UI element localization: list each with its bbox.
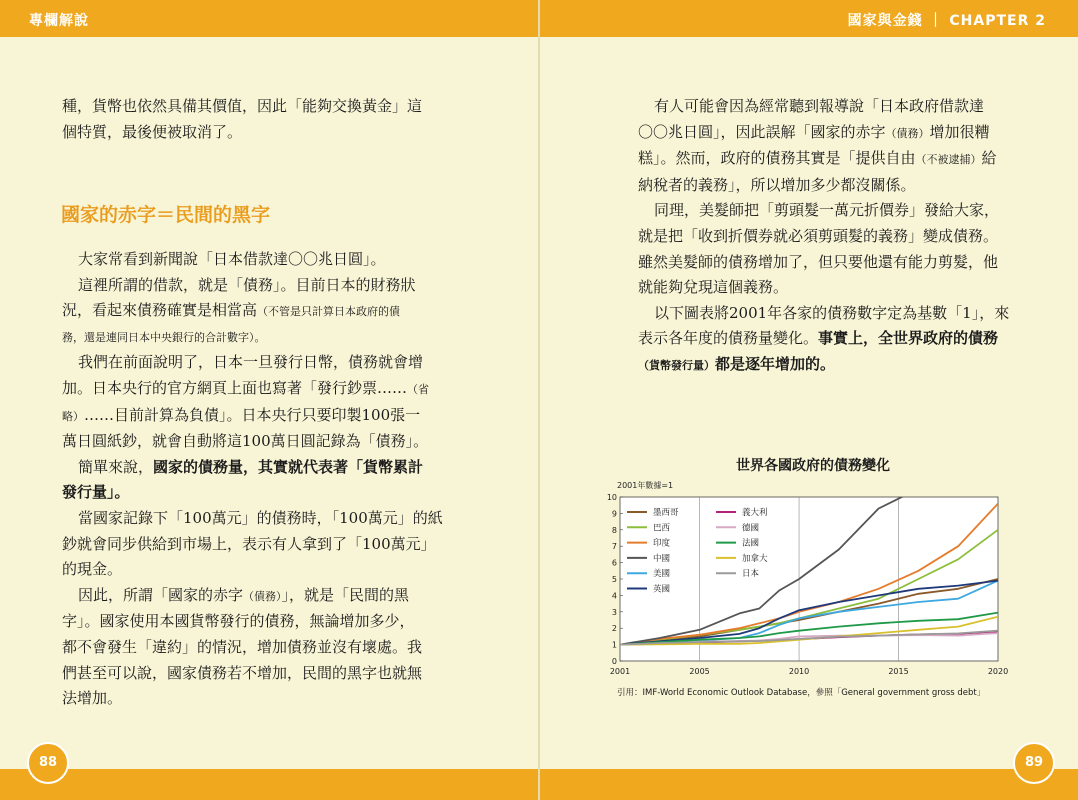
right-footer-bar xyxy=(540,769,1078,800)
x-tick-label: 2001 xyxy=(609,667,631,676)
text-line: 鈔就會同步供給到市場上，表示有人拿到了「100萬元」 xyxy=(62,534,436,553)
y-tick-label: 1 xyxy=(611,640,617,650)
text-line: 萬日圓紙鈔，就會自動將這100萬日圓記錄為「債務」。 xyxy=(62,432,429,451)
legend-label: 印度 xyxy=(653,538,671,549)
text-span: 」，就是「民間的黑 xyxy=(281,585,410,604)
y-tick-label: 3 xyxy=(611,607,617,617)
text-line xyxy=(638,120,1009,147)
right-header-bar xyxy=(540,0,1078,37)
legend-label: 日本 xyxy=(742,569,760,580)
legend-label: 墨西哥 xyxy=(653,508,679,518)
emphasis-line: 發行量」。 xyxy=(62,483,130,502)
y-tick-label: 8 xyxy=(611,525,617,535)
text-span: 因此，所謂「國家的赤字 xyxy=(78,585,244,604)
y-tick-label: 6 xyxy=(611,558,617,568)
text-span: 表示各年度的債務量變化。 xyxy=(638,329,819,348)
text-line xyxy=(638,146,1009,173)
page-number-right: 89 xyxy=(1013,742,1055,784)
emphasis-span: 都是逐年增加的。 xyxy=(715,354,836,373)
note-span: （債務） xyxy=(243,589,282,603)
left-header-bar xyxy=(0,0,538,37)
text-line: 以下圖表將2001年各家的債務數字定為基數「1」，來 xyxy=(654,303,1010,322)
legend-label: 法國 xyxy=(742,538,760,549)
left-body xyxy=(62,247,443,712)
y-tick-label: 9 xyxy=(611,509,617,519)
text-span: 給 xyxy=(981,149,997,168)
text-line: 的現金。 xyxy=(62,560,123,579)
x-tick-label: 2005 xyxy=(689,667,710,676)
text-span: 況，看起來債務確實是相當高 xyxy=(62,301,258,320)
y-tick-label: 5 xyxy=(611,575,617,584)
legend-label: 巴西 xyxy=(653,523,671,534)
legend-label: 義大利 xyxy=(742,508,768,518)
chart-citation: 引用：IMF-World Economic Outlook Database，參照「General government gross debt」 xyxy=(617,688,986,698)
note-span: （省 xyxy=(407,382,430,396)
x-tick-label: 2015 xyxy=(888,667,909,676)
y-tick-label: 10 xyxy=(606,493,617,502)
text-line xyxy=(62,298,443,325)
note-span: （不管是只計算日本政府的債 xyxy=(257,305,401,319)
left-page xyxy=(0,0,538,800)
text-span: 糕」。然而，政府的債務其實是「提供自由 xyxy=(638,149,916,168)
left-header-title: 專欄解說 xyxy=(29,13,89,29)
legend-label: 英國 xyxy=(653,584,671,595)
text-line: 雖然美髮師的債務增加了，但只要他還有能力剪髮，他 xyxy=(638,252,999,271)
text-line xyxy=(638,326,1009,352)
x-tick-label: 2020 xyxy=(987,667,1009,676)
text-span: 加。日本央行的官方網頁上面也寫著「發行鈔票…… xyxy=(62,378,408,397)
note-span: （債務） xyxy=(885,126,930,140)
text-line: 有人可能會因為經常聽到報導說「日本政府借款達 xyxy=(654,97,985,115)
note-line: 務，還是連同日本中央銀行的合計數字）。 xyxy=(62,330,266,344)
text-line: 法增加。 xyxy=(62,689,123,708)
text-line: 當國家記錄下「100萬元」的債務時，「100萬元」的紙 xyxy=(78,508,443,527)
text-line: 個特質，最後便被取消了。 xyxy=(62,122,243,141)
note-span: （不被逮捕） xyxy=(915,153,982,167)
emphasis-span: 事實上，全世界政府的債務 xyxy=(818,329,999,348)
left-footer-bar xyxy=(0,769,538,800)
chart-title: 世界各國政府的債務變化 xyxy=(736,458,890,474)
text-span: 〇〇兆日圓」，因此誤解「國家的赤字 xyxy=(638,122,886,141)
text-line xyxy=(62,376,443,403)
y-tick-label: 0 xyxy=(611,657,617,666)
text-line: 就是把「收到折價券就必須剪頭髮的義務」變成債務。 xyxy=(638,226,999,245)
text-span: 增加很糟 xyxy=(929,122,990,141)
text-line: 納稅者的義務」，所以增加多少都沒關係。 xyxy=(638,175,916,194)
legend-label: 中國 xyxy=(653,553,671,564)
legend-label: 美國 xyxy=(653,569,671,580)
text-line xyxy=(62,583,443,610)
text-line: 字」。國家使用本國貨幣發行的債務，無論增加多少， xyxy=(62,612,415,631)
debt-line-chart xyxy=(606,478,1060,688)
text-line: 這裡所謂的借款，就是「債務」。目前日本的財務狀 xyxy=(78,275,416,294)
x-tick-label: 2010 xyxy=(788,667,810,676)
section-heading: 國家的赤字＝民間的黑字 xyxy=(61,204,271,226)
y-tick-label: 7 xyxy=(611,542,617,552)
text-line: 大家常看到新聞說「日本借款達〇〇兆日圓」。 xyxy=(78,250,386,268)
y-tick-label: 2 xyxy=(611,624,617,634)
emphasis-note-span: （貨幣發行量） xyxy=(638,358,715,372)
page-number-left: 88 xyxy=(27,742,69,784)
y-tick-label: 4 xyxy=(611,591,617,601)
text-line: 同理，美髮師把「剪頭髮一萬元折價券」發給大家， xyxy=(654,201,1000,220)
right-body xyxy=(638,94,1009,379)
paragraph-intro xyxy=(62,94,422,145)
text-span: 簡單來說， xyxy=(78,457,154,476)
legend-label: 德國 xyxy=(742,523,760,534)
text-line: 們甚至可以說，國家債務若不增加，民間的黑字也就無 xyxy=(62,663,423,682)
right-page xyxy=(540,0,1078,800)
text-span: ……目前計算為負債」。日本央行只要印製100張一 xyxy=(84,405,421,424)
text-line: 就能夠兌現這個義務。 xyxy=(638,278,789,297)
text-line: 種，貨幣也依然具備其價值，因此「能夠交換黃金」這 xyxy=(62,97,423,115)
text-line xyxy=(62,403,443,430)
note-span: 略） xyxy=(62,409,84,423)
text-line: 都不會發生「違約」的情況，增加債務並沒有壞處。我 xyxy=(62,637,423,656)
y-axis-label: 2001年數據=1 xyxy=(617,481,674,490)
text-line xyxy=(62,455,443,481)
legend-label: 加拿大 xyxy=(742,553,768,564)
text-line xyxy=(638,352,1009,379)
text-line: 我們在前面說明了，日本一旦發行日幣，債務就會增 xyxy=(78,353,424,372)
emphasis-span: 國家的債務量，其實就代表著「貨幣累計 xyxy=(153,457,424,476)
right-header-title: 國家與金錢 ｜ CHAPTER 2 xyxy=(847,13,1046,29)
